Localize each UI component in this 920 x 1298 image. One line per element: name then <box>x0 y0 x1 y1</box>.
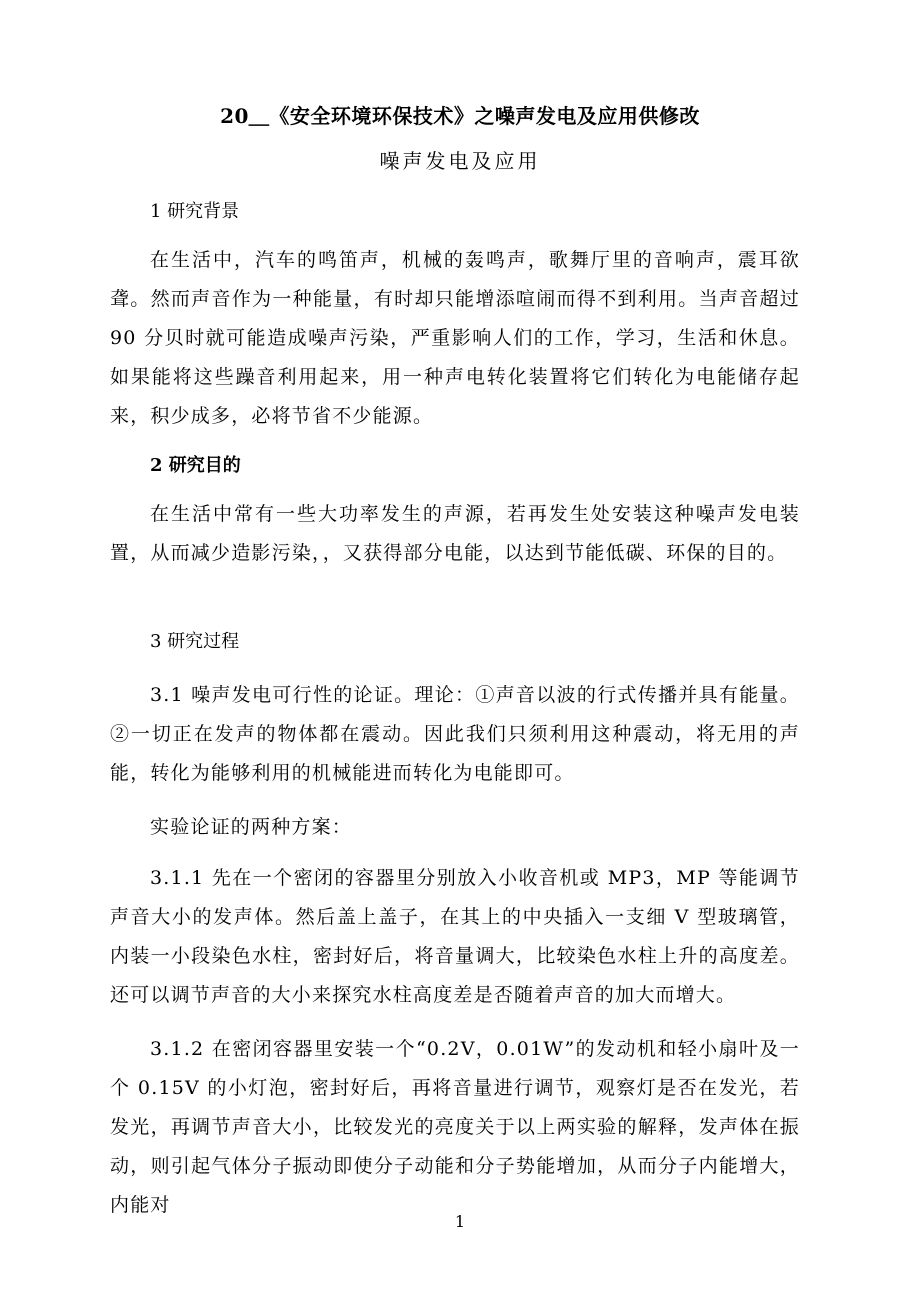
document-title: 20＿《安全环境环保技术》之噪声发电及应用供修改 <box>220 104 700 128</box>
paragraph-experiment-1: 3.1.1 先在一个密闭的容器里分别放入小收音机或 MP3，MP 等能调节声音大小的发声体。然后盖上盖子，在其上的中央插入一支细 V 型玻璃管，内装一小段染色水柱，密封好后，将音量调大，比较染色水柱上升的高度差。还可以调节声音的大小来探究水柱高度差是否随着声音的加大而增大。 <box>110 867 800 1006</box>
page-number: 1 <box>454 1212 466 1231</box>
paragraph-experiment-2: 3.1.2 在密闭容器里安装一个“0.2V，0.01W”的发动机和轻小扇叶及一个 0.15V 的小灯泡，密封好后，再将音量进行调节，观察灯是否在发光，若发光，再调节声音大小，比较发光的亮度关于以上两实验的解释，发声体在振动，则引起气体分子振动即使分子动能和分子势能增加，从而分子内能增大，内能对 <box>110 1038 800 1216</box>
paragraph-background: 在生活中，汽车的鸣笛声，机械的轰鸣声，歌舞厅里的音响声，震耳欲聋。然而声音作为一种能量，有时却只能增添喧闹而得不到利用。当声音超过 90 分贝时就可能造成噪声污染，严重影响人们的工作，学习，生活和休息。如果能将这些躁音利用起来，用一种声电转化装置将它们转化为电能储存起来，积少成多，必将节省不少能源。 <box>110 249 800 427</box>
section-heading-background: 1 研究背景 <box>150 201 240 222</box>
paragraph-purpose: 在生活中常有一些大功率发生的声源，若再发生处安装这种噪声发电装置，从而减少造影污染，，又获得部分电能，以达到节能低碳、环保的目的。 <box>110 503 800 564</box>
section-heading-process: 3 研究过程 <box>150 631 240 652</box>
paragraph-experiment-intro: 实验论证的两种方案： <box>150 816 353 838</box>
paragraph-feasibility: 3.1 噪声发电可行性的论证。理论：①声音以波的行式传播并具有能量。②一切正在发声的物体都在震动。因此我们只须利用这种震动，将无用的声能，转化为能够利用的机械能进而转化为电能即可。 <box>110 684 800 784</box>
section-heading-purpose: 2 研究目的 <box>150 455 241 476</box>
document-subtitle: 噪声发电及应用 <box>379 149 541 173</box>
